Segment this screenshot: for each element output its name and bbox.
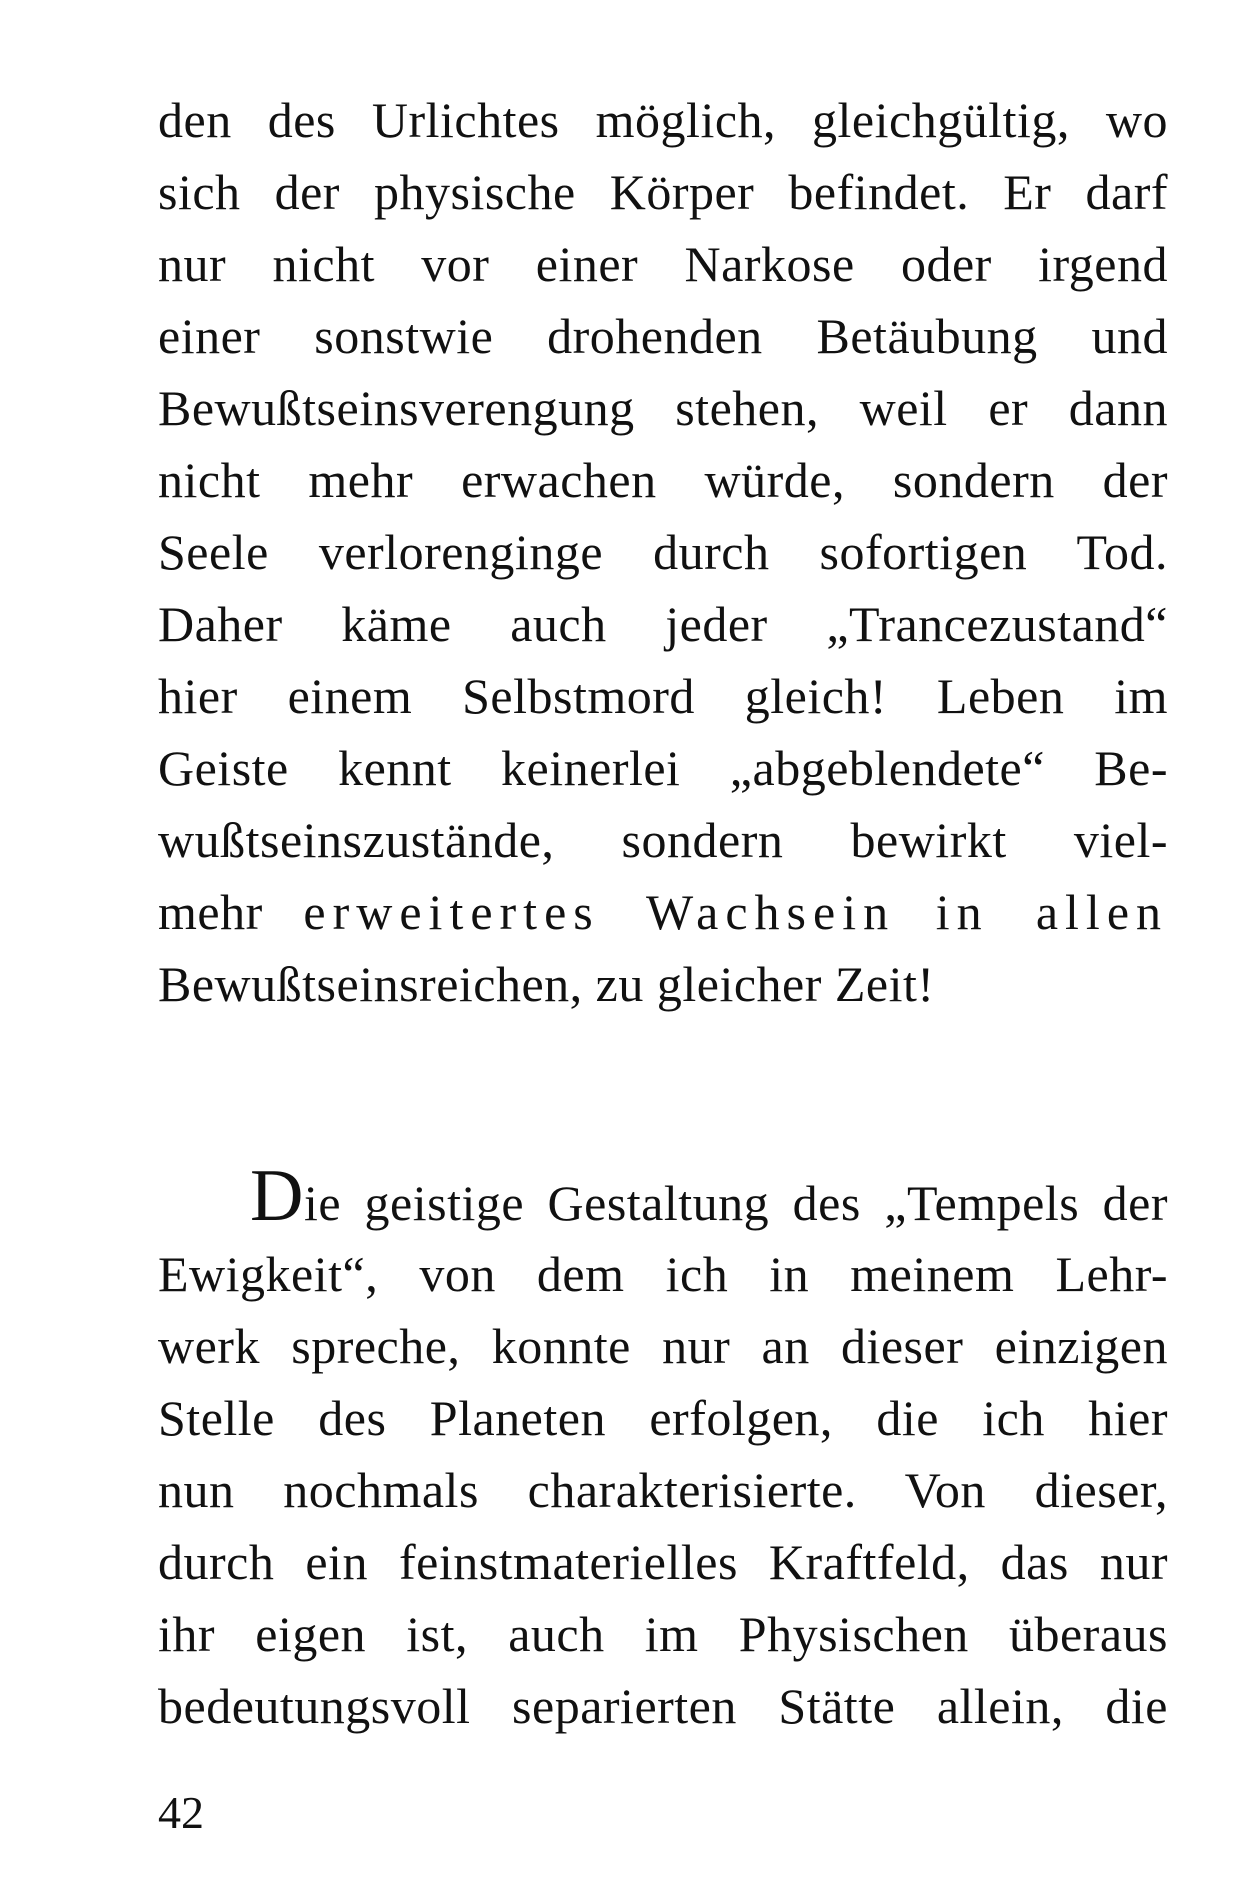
paragraph-2 xyxy=(158,1166,1168,1742)
text-line: Seele verlorenginge durch sofortigen Tod. xyxy=(158,524,1168,580)
text-line: nur nicht vor einer Narkose oder irgend xyxy=(158,236,1168,292)
text-line: Daher käme auch jeder „Trancezustand“ xyxy=(158,596,1168,652)
text-line: den des Urlichtes möglich, gleichgültig, wo xyxy=(158,92,1168,148)
text-line: Ewigkeit“, von dem ich in meinem Lehr- xyxy=(158,1246,1168,1302)
text-line: wußtseinszustände, sondern bewirkt viel- xyxy=(158,812,1168,868)
text-line: Bewußtseinsreichen, zu gleicher Zeit! xyxy=(158,956,935,1012)
text-line: Geiste kennt keinerlei „abgeblendete“ Be- xyxy=(158,740,1168,796)
text-segment: ie geistige Gestaltung des „Tempels der xyxy=(303,1175,1168,1231)
text-segment: in allen xyxy=(935,884,1168,940)
spaced-emphasis: erweitertes Wachsein xyxy=(303,884,896,940)
text-line: nun nochmals charakterisierte. Von dieser, xyxy=(158,1462,1168,1518)
page-number: 42 xyxy=(158,1787,204,1838)
text-line: einer sonstwie drohenden Betäubung und xyxy=(158,308,1168,364)
text-segment: mehr xyxy=(158,884,263,940)
text-line: hier einem Selbstmord gleich! Leben im xyxy=(158,668,1168,724)
text-line: bedeutungsvoll separierten Stätte allein, die xyxy=(158,1678,1168,1734)
text-line-first xyxy=(158,1166,1168,1238)
text-line: ihr eigen ist, auch im Physischen überaus xyxy=(158,1606,1168,1662)
paragraph-1 xyxy=(158,84,1168,1020)
text-line: durch ein feinstmaterielles Kraftfeld, das nur xyxy=(158,1534,1168,1590)
initial-letter: D xyxy=(250,1166,304,1237)
text-line: werk spreche, konnte nur an dieser einzigen xyxy=(158,1318,1168,1374)
text-line: nicht mehr erwachen würde, sondern der xyxy=(158,452,1168,508)
text-line: Stelle des Planeten erfolgen, die ich hier xyxy=(158,1390,1168,1446)
text-line: sich der physische Körper befindet. Er darf xyxy=(158,164,1168,220)
text-line: Bewußtseinsverengung stehen, weil er dann xyxy=(158,380,1168,436)
text-line-emphasis xyxy=(158,876,1168,948)
